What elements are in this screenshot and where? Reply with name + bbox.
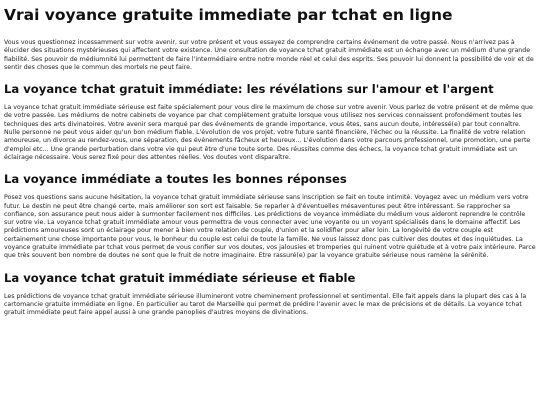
page-title: Vrai voyance gratuite immediate par tchat en ligne	[4, 6, 453, 24]
section-heading-love-money: La voyance tchat gratuit immédiate: les révélations sur l'amour et l'argent	[4, 82, 494, 97]
section-heading-good-answers: La voyance immédiate a toutes les bonnes réponses	[4, 172, 347, 187]
section-paragraph-love-money: La voyance tchat gratuit immédiate sérieuse est faite spécialement pour vous dire le maximum de chose sur votre avenir. Vous parlez de votre présent et de même que de votre passée. Les médiums de notre cabinets de voyance par chat complètement gratuite lorsque vous utilisez nos services connaissent profondément toutes les techniques des arts divinatoires. Votre avenir sera marqué par des événements de grande importance, vous êtes, sans aucun doute, intéressé(e) par tout connaître. Nulle personne ne peut vous aider qu'un bon médium fiable. L'évolution de vos projet, votre future santé financière, l'échec ou la réussite. La finalité de votre relation amoureuse, un divorce au rendez-vous, une séparation, des événements fâcheux et heureux... L'évolution dans votre parcours professionnel, une promotion, une perte d'emploi etc... Une grande perturbation dans votre vie qui peut être d'une toute sorte. Des réussites comme des échecs, la voyance tchat gratuit immédiate est un éclairage nécessaire. Vous serez fixé pour des attentes réelles. Vos doutes vont disparaître.	[4, 104, 533, 161]
section-paragraph-good-answers: Posez vos questions sans aucune hésitation, la voyance tchat gratuit immédiate sérieuse sans inscription se fait en toute intimité. Voyagez avec un médium vers votre futur. Le destin ne peut être changé certe, mais améliorer son sort est faisable. Se reparler à d'éventuelles mésaventures peut être intéressant. Se rapprocher sa confiance, son assurance peut nous aider à surmonter facilement nos difficiles. Les prédictions de voyance immédiate du médium vous aideront reprendre le contrôle sur votre vie. La voyance tchat gratuit immédiate amour vous permettra de vous connecter avec une voyante ou un voyant spécialisés dans le domaine affectif. Les prédictions amoureuses sont un éclairage pour mener à bien votre relation de couple, d'union et la solidifier pour aller loin. La longévité de votre couple est certainement une chose importante pour vous, le bonheur du couple est celui de toute la famille. Ne vous laissez donc pas cultiver des doutes et des inquiétudes. La voyance gratuite immédiate par tchat vous permet de vous confier sur vos doutes, vos jalousies et tromperies qui ruinent votre quiétude et à votre paix intérieure. Parce que très souvent bon nombre de doutes ne sont que le fruit de notre imaginaire. Etre rassuré(e) par la voyance gratuite sérieuse nous ramène la sérénité.	[4, 194, 536, 260]
section-heading-serious-reliable: La voyance tchat gratuit immédiate sérieuse et fiable	[4, 270, 356, 285]
intro-paragraph: Vous vous questionnez incessamment sur votre avenir, sur votre présent et vous essayez de comprendre certains événement de votre passé. Nous n'arrivez pas à élucider des situations mystérieuses qui affectent votre existence. Une consultation de voyance tchat gratuit immédiate est un échange avec un médium d'une grande fiabilité. Ses pouvoir de médiumnité lui permettent de faire l'intermédiaire entre notre monde réel et celui des esprits. Ses pouvoir lui donnent la possibilité de voir et de sentir des choses que le commun des mortels ne peut faire.	[4, 39, 534, 71]
section-paragraph-serious-reliable: Les prédictions de voyance tchat gratuit immédiate sérieuse illumineront votre cheminement professionnel et sentimental. Elle fait appels dans la plupart des cas à la cartomancie gratuite immédiate en ligne. En particulier au tarot de Marseille qui permet de prédire l'avenir avec le max de précisions et de détails. La voyance tchat gratuit immédiate peut faire appel aussi à une grande panoplies d'autres moyens de divinations.	[4, 292, 527, 317]
